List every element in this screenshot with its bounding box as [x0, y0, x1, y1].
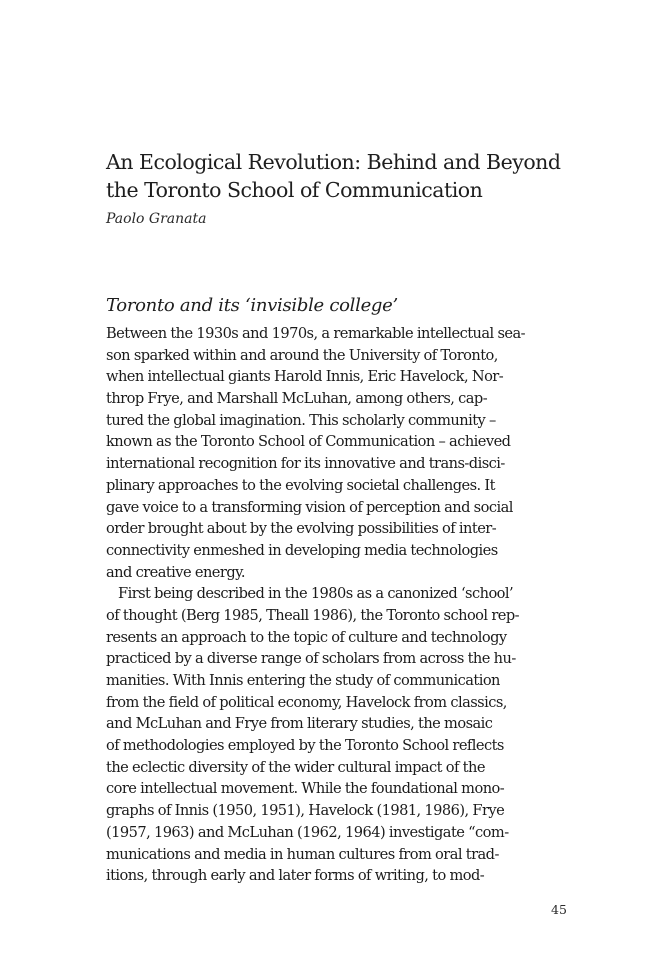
- chapter-title: [106, 148, 576, 204]
- text-line: plinary approaches to the evolving societal challenges. It: [106, 476, 495, 494]
- text-line: practiced by a diverse range of scholars from across the hu-: [106, 650, 516, 668]
- text-line: from the field of political economy, Havelock from classics,: [106, 693, 507, 711]
- author-name: Paolo Granata: [106, 211, 207, 227]
- chapter-title-line: the Toronto School of Communication: [106, 178, 483, 202]
- text-line: munications and media in human cultures from oral trad-: [106, 845, 499, 863]
- text-line: connectivity enmeshed in developing media technologies: [106, 541, 498, 559]
- text-line: and creative energy.: [106, 563, 245, 581]
- text-line: the eclectic diversity of the wider cultural impact of the: [106, 758, 485, 776]
- body-text: [106, 323, 568, 887]
- text-line: manities. With Innis entering the study of communication: [106, 672, 500, 689]
- text-line: throp Frye, and Marshall McLuhan, among others, cap-: [106, 390, 488, 408]
- page-number: 45: [551, 902, 567, 917]
- text-line: Between the 1930s and 1970s, a remarkable intellectual sea-: [106, 325, 526, 342]
- chapter-title-line: An Ecological Revolution: Behind and Beyond: [106, 150, 561, 174]
- paragraph-1: [106, 323, 568, 583]
- section-heading: Toronto and its ‘invisible college’: [106, 295, 398, 316]
- text-line: graphs of Innis (1950, 1951), Havelock (1981, 1986), Frye: [106, 802, 505, 820]
- text-line: of thought (Berg 1985, Theall 1986), the Toronto school rep-: [106, 606, 520, 624]
- text-line: of methodologies employed by the Toronto School reflects: [106, 737, 504, 755]
- text-line: resents an approach to the topic of culture and technology: [106, 628, 507, 646]
- text-line: core intellectual movement. While the foundational mono-: [106, 780, 505, 798]
- text-line: when intellectual giants Harold Innis, Eric Havelock, Nor-: [106, 368, 504, 386]
- text-line: order brought about by the evolving possibilities of inter-: [106, 520, 497, 538]
- text-line: tured the global imagination. This scholarly community –: [106, 411, 496, 429]
- text-line: known as the Toronto School of Communication – achieved: [106, 433, 511, 451]
- text-line: gave voice to a transforming vision of perception and social: [106, 498, 513, 516]
- text-line: son sparked within and around the University of Toronto,: [106, 346, 498, 364]
- text-line: First being described in the 1980s as a canonized ‘school’: [118, 585, 514, 603]
- text-line: and McLuhan and Frye from literary studies, the mosaic: [106, 715, 493, 733]
- text-line: itions, through early and later forms of writing, to mod-: [106, 867, 485, 885]
- text-line: international recognition for its innovative and trans-disci-: [106, 455, 505, 473]
- paragraph-2: [106, 583, 568, 887]
- text-line: (1957, 1963) and McLuhan (1962, 1964) investigate “com-: [106, 823, 509, 841]
